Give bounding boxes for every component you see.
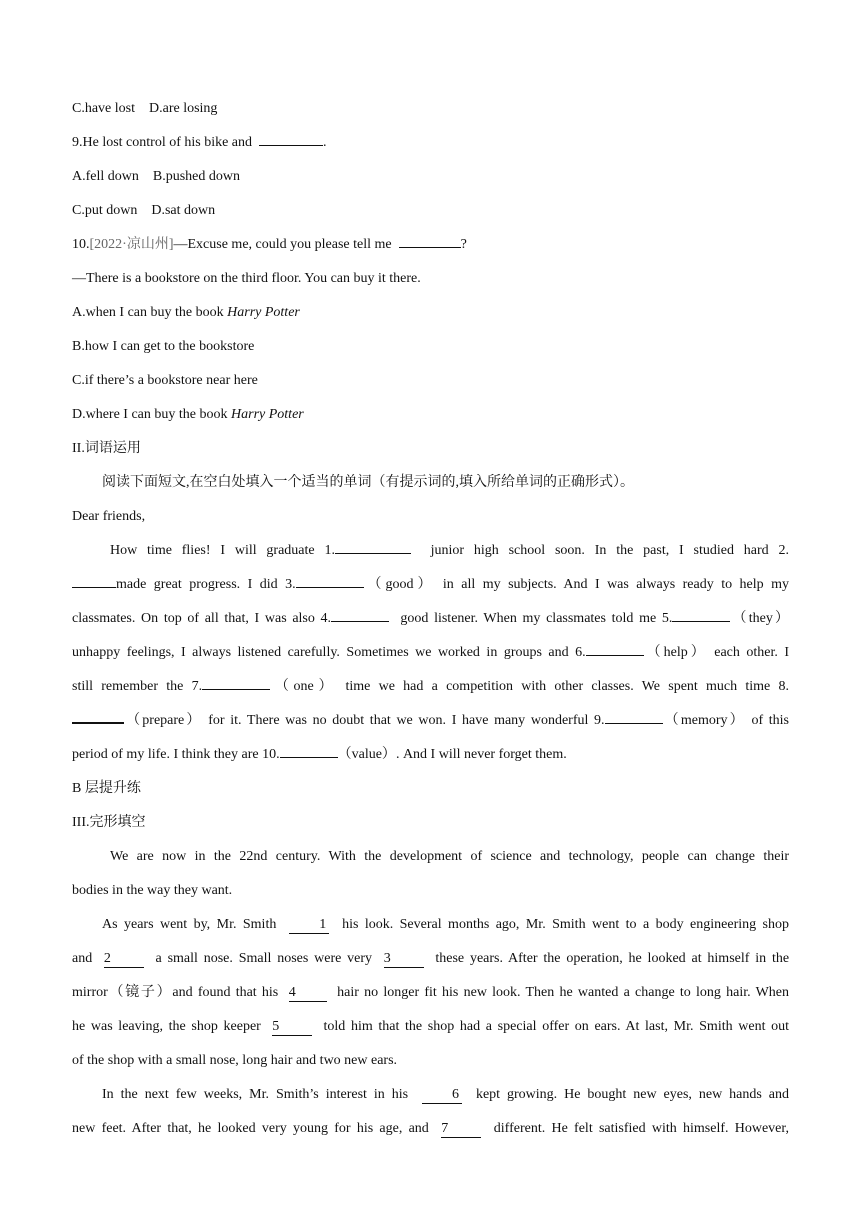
passage-text: each other. I [714, 645, 790, 660]
section-2-title: II.词语运用 [72, 441, 141, 456]
document-page [72, 92, 789, 1146]
cloze-p2-line-2 [72, 942, 789, 976]
option-c: C.have lost [72, 101, 135, 116]
passage-text: How time flies! I will graduate 1. [110, 543, 335, 558]
option-c: C.put down [72, 203, 138, 218]
word-hint: （prepare） [124, 713, 203, 728]
passage-text: good listener. When my classmates told me 5. [400, 611, 673, 626]
cloze-p2-line-4 [72, 1010, 789, 1044]
passage-text: a small nose. Small noses were very [155, 951, 373, 966]
blank-2 [72, 572, 116, 588]
passage-line-5 [72, 670, 789, 704]
passage-text: made great progress. I did 3. [116, 577, 296, 592]
cloze-p1-line-2: bodies in the way they want. [72, 883, 233, 898]
section-2-instruction: 阅读下面短文,在空白处填入一个适当的单词（有提示词的,填入所给单词的正确形式）。 [102, 475, 634, 490]
passage-text: still remember the 7. [72, 679, 203, 694]
option-a: A.fell down [72, 169, 139, 184]
blank-9 [605, 708, 663, 724]
passage-line-2 [72, 568, 789, 602]
passage-text: . And I will never forget them. [395, 747, 567, 762]
passage-line-7 [72, 738, 789, 772]
cloze-p2-line-1 [72, 908, 789, 942]
q10-option-c: C.if there’s a bookstore near here [72, 373, 258, 388]
passage-text: new feet. After that, he looked very young for his age, and [72, 1121, 429, 1136]
cloze-blank-1: 1 [289, 917, 329, 934]
passage-text: different. He felt satisfied with himself. However, [493, 1121, 789, 1136]
blank-3 [296, 572, 364, 588]
passage-line-6 [72, 704, 789, 738]
answer-blank [399, 232, 461, 248]
q10-reply: —There is a bookstore on the third floor. You can buy it there. [72, 271, 421, 286]
passage-text: classmates. On top of all that, I was also 4. [72, 611, 332, 626]
passage-text: of this [751, 713, 789, 728]
passage-text: period of my life. I think they are 10. [72, 747, 280, 762]
cloze-blank-6: 6 [422, 1087, 462, 1104]
q8-options-cd [72, 92, 789, 126]
passage-text: and [72, 951, 93, 966]
cloze-p3-line-1 [72, 1078, 789, 1112]
word-hint: （good） [363, 577, 436, 592]
book-title: Harry Potter [227, 305, 300, 320]
question-10 [72, 228, 789, 262]
option-d: D.sat down [151, 203, 216, 218]
book-title: Harry Potter [231, 407, 304, 422]
passage-text: kept growing. He bought new eyes, new hands and [475, 1087, 790, 1102]
option-d: D.are losing [149, 101, 218, 116]
word-hint: （they） [730, 611, 789, 626]
passage-text: junior high school soon. In the past, I studied hard 2. [430, 543, 789, 558]
passage-line-3 [72, 602, 789, 636]
cloze-p1-line-1: We are now in the 22nd century. With the development of science and technology, people can change their [110, 849, 789, 864]
word-hint: （memory） [662, 713, 746, 728]
passage-text: he was leaving, the shop keeper [72, 1019, 261, 1034]
passage-text: his look. Several months ago, Mr. Smith went to a body engineering shop [342, 917, 789, 932]
question-9 [72, 126, 789, 160]
cloze-blank-7: 7 [441, 1121, 481, 1138]
cloze-p2-line-5: of the shop with a small nose, long hair and two new ears. [72, 1053, 398, 1068]
q9-options-cd [72, 194, 789, 228]
passage-text: hair no longer fit his new look. Then he wanted a change to long hair. When [337, 985, 790, 1000]
passage-text: unhappy feelings, I always listened carefully. Sometimes we worked in groups and 6. [72, 645, 586, 660]
q10-option-b: B.how I can get to the bookstore [72, 339, 255, 354]
punctuation: . [323, 135, 327, 150]
cloze-blank-2: 2 [104, 951, 144, 968]
option-b: B.pushed down [152, 169, 241, 184]
q10-option-d [72, 398, 789, 432]
cloze-blank-3: 3 [384, 951, 424, 968]
blank-1 [335, 538, 411, 554]
blank-5 [672, 606, 730, 622]
question-stem: 9.He lost control of his bike and [72, 135, 253, 150]
q10-option-a [72, 296, 789, 330]
answer-blank [259, 130, 323, 146]
blank-10 [280, 742, 338, 758]
question-stem: —Excuse me, could you please tell me [173, 237, 392, 252]
passage-text: for it. There was no doubt that we won. I have many wonderful 9. [208, 713, 605, 728]
section-3-title: III.完形填空 [72, 815, 146, 830]
section-b-title: B 层提升练 [72, 781, 141, 796]
word-hint: （value） [337, 747, 396, 762]
cloze-blank-5: 5 [272, 1019, 312, 1036]
option-text: D.where I can buy the book [72, 407, 228, 422]
cloze-p2-line-3 [72, 976, 789, 1010]
q9-options-ab [72, 160, 789, 194]
blank-6 [586, 640, 644, 656]
passage-text: in all my subjects. And I was always ready to help my [442, 577, 790, 592]
letter-greeting: Dear friends, [72, 509, 146, 524]
passage-line-1 [72, 534, 789, 568]
question-number: 10. [72, 237, 90, 252]
passage-text: In the next few weeks, Mr. Smith’s interest in his [102, 1087, 409, 1102]
blank-7 [202, 674, 270, 690]
word-hint: （help） [643, 645, 708, 660]
passage-text: As years went by, Mr. Smith [102, 917, 277, 932]
cloze-p3-line-2 [72, 1112, 789, 1146]
word-hint: （one） [270, 679, 338, 694]
passage-text: these years. After the operation, he looked at himself in the [435, 951, 790, 966]
cloze-blank-4: 4 [289, 985, 327, 1002]
option-text: A.when I can buy the book [72, 305, 224, 320]
passage-text: mirror（镜子）and found that his [72, 985, 279, 1000]
passage-text: time we had a competition with other classes. We spent much time 8. [345, 679, 790, 694]
blank-4 [331, 606, 389, 622]
passage-line-4 [72, 636, 789, 670]
punctuation: ? [460, 237, 467, 252]
question-source: [2022·凉山州] [89, 237, 174, 252]
passage-text: told him that the shop had a special offer on ears. At last, Mr. Smith went out [323, 1019, 790, 1034]
blank-8 [72, 707, 124, 724]
